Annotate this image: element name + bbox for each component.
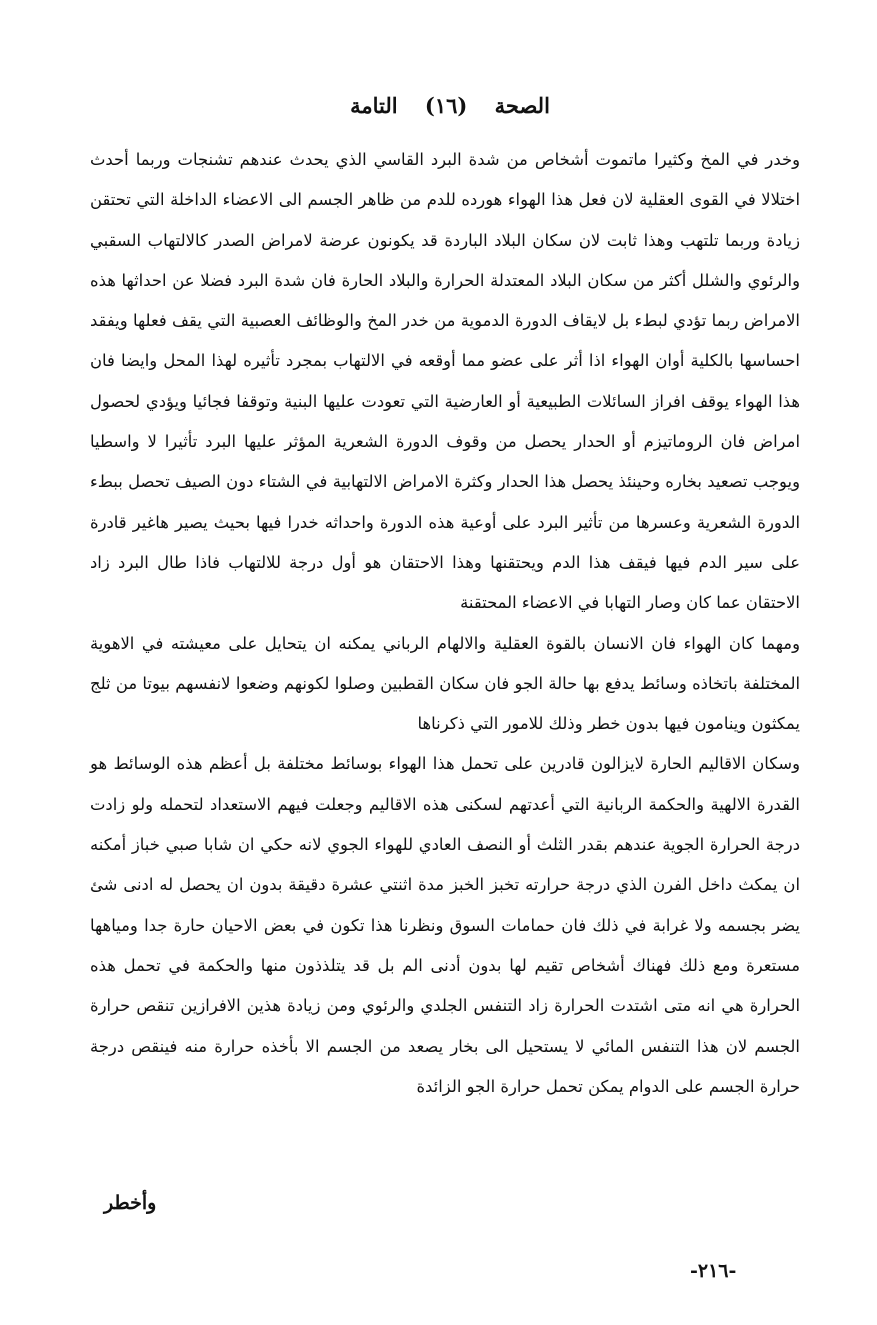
paragraph-1: وخدر في المخ وكثيرا ماتموت أشخاص من شدة البرد القاسي الذي يحدث عندهم تشنجات وربما أحدث اختلالا في القوى العقلية لان فعل هذا الهواء هورده للدم من ظاهر الجسم الى الاعضاء الداخلة التي تحتقن زيادة وربما تلتهب وهذا ثابت لان سكان البلاد الباردة قد يكونون عرضة لامراض الصدر كالالتهاب السقبي والرئوي والشلل أكثر من سكان البلاد المعتدلة الحرارة والبلاد الحارة فان شدة البرد فضلا عن احداثها هذه الامراض ربما تؤدي لبطء بل لايقاف الدورة الدموية من خدر المخ والوظائف العصبية التي يقف فعلها ويفقد احساسها بالكلية أوان الهواء اذا أثر على عضو مما أوقعه في الالتهاب بمجرد تأثيره لهذا المحل وايضا فان هذا الهواء يوقف افراز السائلات الطبيعية أو العارضية التي تعودت عليها البنية وتوقفا فجائيا ويؤدي لحصول امراض فان الروماتيزم أو الحدار يحصل من وقوف الدورة الشعرية المؤثر عليها البرد تأثيرا لا واسطيا ويوجب تصعيد بخاره وحينئذ يحصل هذا الحدار وكثرة الامراض الالتهابية في الشتاء دون الصيف تحصل ببطء الدورة الشعرية وعسرها من تأثير البرد على أوعية هذه الدورة واحداثه خدرا فيها بحيث يصير هاغير قادرة على سير الدم فيها فيقف هذا الدم ويحتقنها وهذا الاحتقان هو أول درجة للالتهاب فاذا طال البرد زاد الاحتقان عما كان وصار التهابا في الاعضاء المحتقنة [90, 150, 800, 613]
paragraph-2: ومهما كان الهواء فان الانسان بالقوة العقلية والالهام الرباني يمكنه ان يتحايل على معيشته في الاهوية المختلفة باتخاذه وسائط يدفع بها حالة الجو فان سكان القطبين وصلوا لكونهم وضعوا لانفسهم بيوتا من ثلج يمكثون وينامون فيها بدون خطر وذلك للامور التي ذكرناها [90, 633, 800, 734]
paragraph-3: وسكان الاقاليم الحارة لايزالون قادرين على تحمل هذا الهواء بوسائط مختلفة بل أعظم هذه الوسائط هو القدرة الالهية والحكمة الربانية التي أعدتهم لسكنى هذه الاقاليم وجعلت فيهم الاستعداد لتحمله ولو زادت درجة الحرارة الجوية عندهم بقدر الثلث أو النصف العادي للهواء الجوي لانه حكي ان شابا صبي خباز أمكنه ان يمكث داخل الفرن الذي درجة حرارته تخبز الخبز مدة اثنتي عشرة دقيقة بدون ان يحصل له ادنى شئ يضر بجسمه ولا غرابة في ذلك فان حمامات السوق ونظرنا هذا تكون في بعض الاحيان حارة جدا ومياهها مستعرة ومع ذلك فهناك أشخاص تقيم لها بدون أدنى الم بل قد يتلذذون منها والحكمة في تحمل هذه الحرارة هي انه متى اشتدت الحرارة زاد التنفس الجلدي والرئوي ومن زيادة هذين الافرازين تنقص حرارة الجسم لان هذا التنفس المائي لا يستحيل الى بخار يصعد من الجسم الا بأخذه حرارة منه فينقص درجة حرارة الجسم على الدوام يمكن تحمل حرارة الجو الزائدة [90, 754, 800, 1096]
header-right-word: التامة [350, 93, 398, 118]
catchword: وأخطر [104, 1192, 157, 1214]
page-header [300, 86, 600, 126]
body-text [90, 140, 800, 1107]
header-chapter-number: (١٦) [424, 93, 468, 118]
header-left-word: الصحة [494, 93, 550, 118]
page-number: -٢١٦- [690, 1260, 737, 1282]
